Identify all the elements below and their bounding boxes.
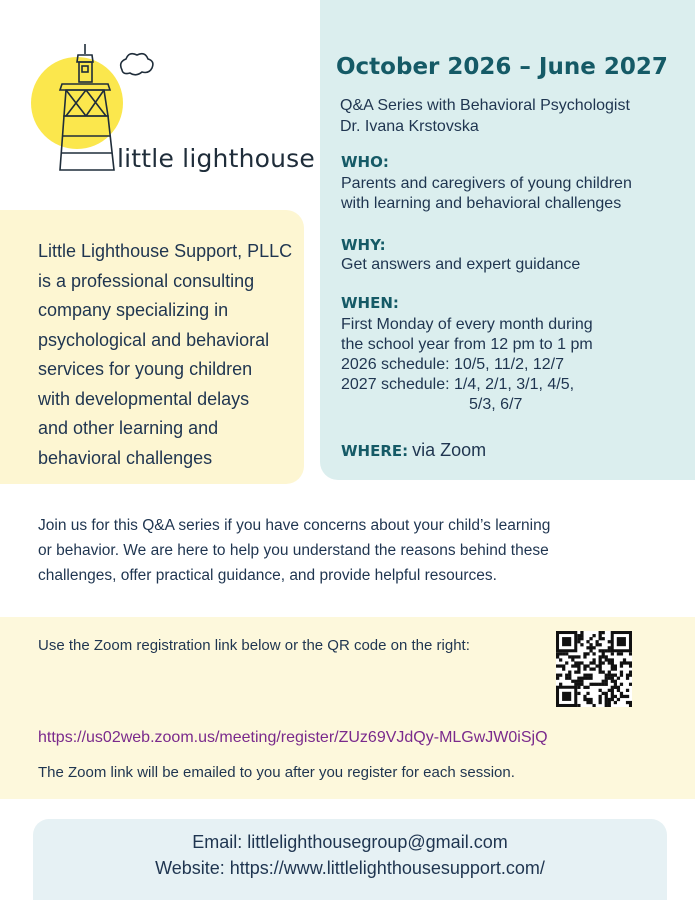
contact-website[interactable]: Website: https://www.littlelighthousesupport.com/ xyxy=(155,858,545,878)
about-line: with developmental delays xyxy=(38,388,250,409)
why-body xyxy=(341,255,580,275)
about-line: and other learning and xyxy=(38,418,219,438)
series-dates: October 2026 – June 2027 xyxy=(336,54,668,80)
company-description xyxy=(38,237,300,473)
where-value: via Zoom xyxy=(412,440,487,460)
about-line: psychological and behavioral xyxy=(38,329,270,350)
zoom-registration-link[interactable]: https://us02web.zoom.us/meeting/register/ZUz69VJdQy-MLGwJW0iSjQ xyxy=(38,729,548,746)
about-line: Little Lighthouse Support, PLLC xyxy=(38,241,293,261)
when-line: First Monday of every month during xyxy=(341,316,593,333)
who-line: Parents and caregivers of young children xyxy=(341,175,632,192)
who-heading: WHO: xyxy=(341,153,389,171)
about-line: company specializing in xyxy=(38,300,229,320)
when-line: 2026 schedule: 10/5, 11/2, 12/7 xyxy=(341,356,564,373)
about-line: behavioral challenges xyxy=(38,447,213,468)
why-heading: WHY: xyxy=(341,236,386,254)
logo-wordmark: little lighthouse xyxy=(117,144,315,173)
subtitle-line: Dr. Ivana Krstovska xyxy=(340,118,479,135)
where-heading: WHERE: xyxy=(341,442,409,460)
why-line: Get answers and expert guidance xyxy=(341,256,581,273)
join-line: or behavior. We are here to help you understand the reasons behind these xyxy=(38,542,549,559)
series-subtitle xyxy=(340,95,630,137)
contact-email[interactable]: Email: littlelighthousegroup@gmail.com xyxy=(192,832,508,852)
join-line: challenges, offer practical guidance, and provide helpful resources. xyxy=(38,567,497,584)
when-line: 2027 schedule: 1/4, 2/1, 3/1, 4/5, xyxy=(341,376,575,393)
when-line: the school year from 12 pm to 1 pm xyxy=(341,336,593,353)
invitation-paragraph xyxy=(38,513,668,588)
when-line: 5/3, 6/7 xyxy=(469,396,523,413)
when-heading: WHEN: xyxy=(341,294,399,312)
join-line: Join us for this Q&A series if you have concerns about your child’s learning xyxy=(38,517,551,534)
about-line: services for young children xyxy=(38,359,253,379)
who-line: with learning and behavioral challenges xyxy=(341,195,622,212)
about-line: is a professional consulting xyxy=(38,270,255,291)
registration-note: The Zoom link will be emailed to you after you register for each session. xyxy=(38,764,515,781)
when-body xyxy=(341,315,593,415)
who-body xyxy=(341,174,632,214)
qr-code-icon[interactable] xyxy=(556,631,632,707)
registration-instruction: Use the Zoom registration link below or the QR code on the right: xyxy=(38,637,470,654)
where-row xyxy=(341,440,486,461)
subtitle-line: Q&A Series with Behavioral Psychologist xyxy=(340,97,630,114)
